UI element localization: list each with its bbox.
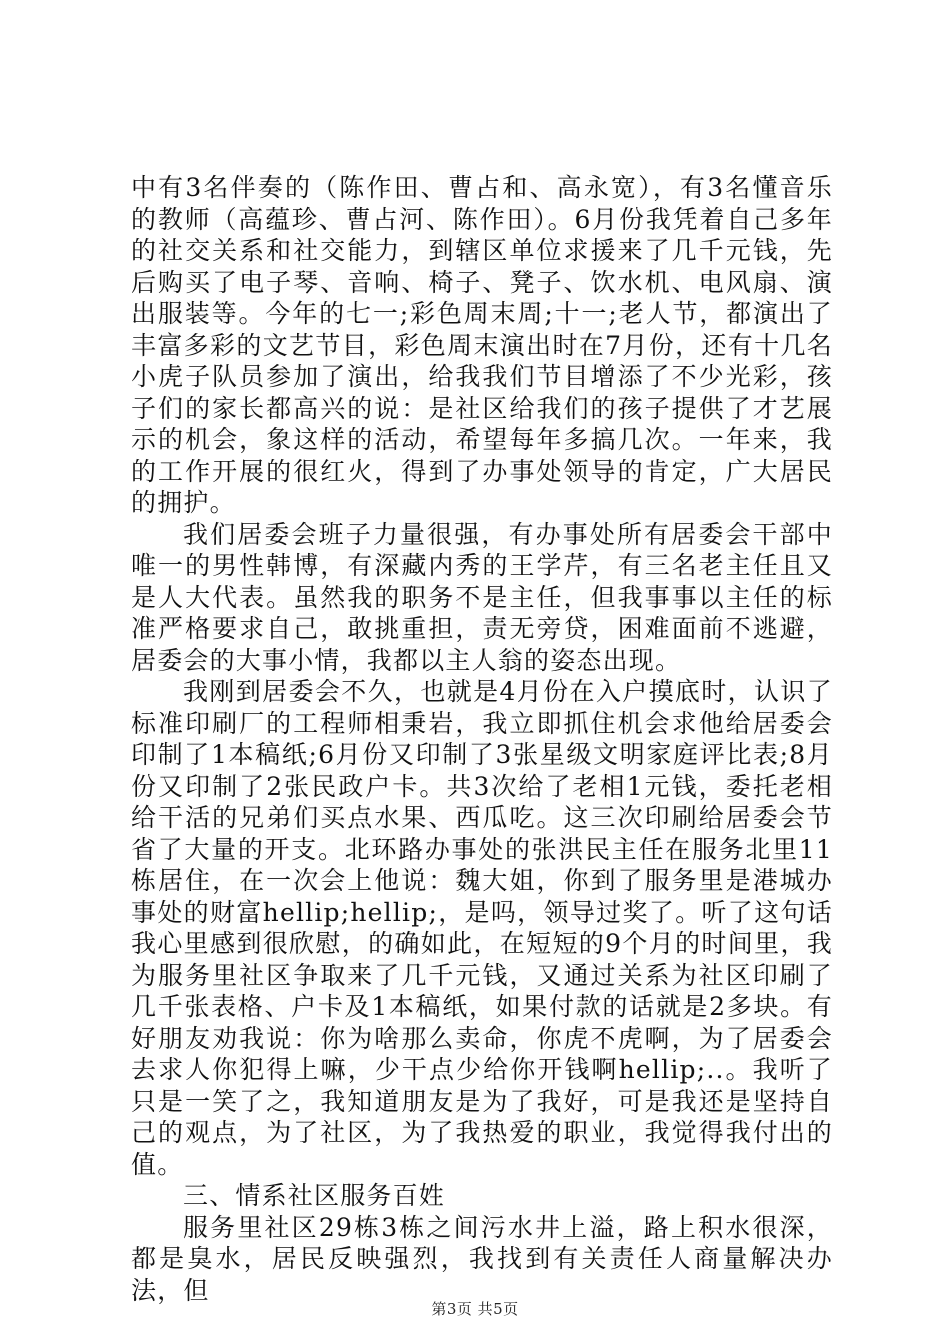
paragraph-1: 中有3名伴奏的（陈作田、曹占和、高永宽），有3名懂音乐的教师（高蕴珍、曹占河、陈作田）。6月份我凭着自己多年的社交关系和社交能力，到辖区单位求援来了几千元钱，先后购买了电子琴、音响、椅子、凳子、饮水机、电风扇、演出服装等。今年的七一;彩色周末周;十一;老人节，都演出了丰富多彩的文艺节目，彩色周末演出时在7月份，还有十几名小虎子队员参加了演出，给我我们节目增添了不少光彩，孩子们的家长都高兴的说：是社区给我们的孩子提供了才艺展示的机会，象这样的活动，希望每年多搞几次。一年来，我的工作开展的很红火，得到了办事处领导的肯定，广大居民的拥护。 (131, 173, 833, 517)
paragraph-4: 服务里社区29栋3栋之间污水井上溢，路上积水很深，都是臭水，居民反映强烈，我找到有关责任人商量解决办法，但 (131, 1212, 833, 1305)
document-body (131, 172, 833, 1306)
paragraph-2: 我们居委会班子力量很强，有办事处所有居委会干部中唯一的男性韩博，有深藏内秀的王学芹，有三名老主任且又是人大代表。虽然我的职务不是主任，但我事事以主任的标准严格要求自己，敢挑重担，责无旁贷，困难面前不逃避，居委会的大事小情，我都以主人翁的姿态出现。 (131, 519, 833, 675)
section-heading: 三、情系社区服务百姓 (183, 1181, 446, 1210)
paragraph-3: 我刚到居委会不久，也就是4月份在入户摸底时，认识了标准印刷厂的工程师相秉岩，我立即抓住机会求他给居委会印制了1本稿纸;6月份又印制了3张星级文明家庭评比表;8月份又印制了2张民政户卡。共3次给了老相1元钱，委托老相给干活的兄弟们买点水果、西瓜吃。这三次印刷给居委会节省了大量的开支。北环路办事处的张洪民主任在服务北里11栋居住，在一次会上他说：魏大姐，你到了服务里是港城办事处的财富hellip;hellip;，是吗，领导过奖了。听了这句话我心里感到很欣慰，的确如此，在短短的9个月的时间里，我为服务里社区争取来了几千元钱，又通过关系为社区印刷了几千张表格、户卡及1本稿纸，如果付款的话就是2多块。有好朋友劝我说：你为啥那么卖命，你虎不虎啊，为了居委会去求人你犯得上嘛，少干点少给你开钱啊hellip;..。我听了只是一笑了之，我知道朋友是为了我好，可是我还是坚持自己的观点，为了社区，为了我热爱的职业，我觉得我付出的值。 (131, 677, 833, 1179)
page-number-footer: 第3页 共5页 (431, 1300, 519, 1318)
